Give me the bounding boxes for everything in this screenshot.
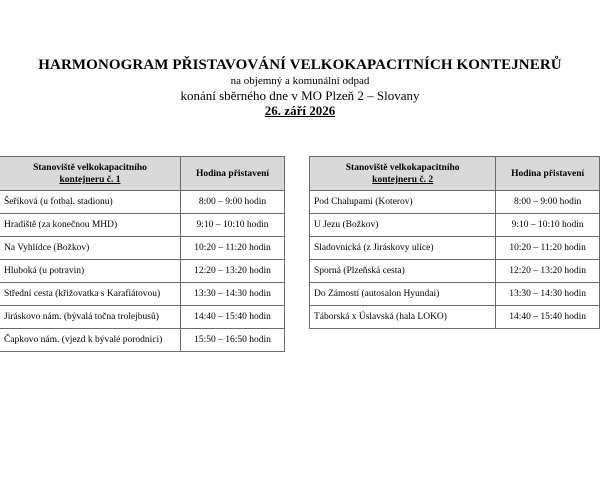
cell-time: 9:10 – 10:10 hodin (181, 214, 285, 237)
table-body (310, 191, 600, 329)
cell-time: 8:00 – 9:00 hodin (181, 191, 285, 214)
cell-place: Do Zámostí (autosalon Hyundai) (310, 283, 496, 306)
table-row (0, 283, 285, 306)
cell-time: 14:40 – 15:40 hodin (181, 306, 285, 329)
cell-time: 15:50 – 16:50 hodin (181, 329, 285, 352)
cell-time: 12:20 – 13:20 hodin (181, 260, 285, 283)
cell-time: 9:10 – 10:10 hodin (496, 214, 600, 237)
cell-place: Jiráskovo nám. (bývalá točna trolejbusů) (0, 306, 181, 329)
column-header-place (310, 157, 496, 191)
column-header-place-line2: kontejneru č. 1 (59, 174, 121, 185)
table-row (0, 237, 285, 260)
cell-time: 10:20 – 11:20 hodin (496, 237, 600, 260)
cell-time: 13:30 – 14:30 hodin (496, 283, 600, 306)
table-row (0, 329, 285, 352)
document-header (0, 56, 600, 119)
table-row (310, 237, 600, 260)
table-row (310, 260, 600, 283)
cell-place: Střední cesta (křižovatka s Karafiátovou) (0, 283, 181, 306)
cell-time: 14:40 – 15:40 hodin (496, 306, 600, 329)
cell-place: Sladovnická (z Jiráskovy ulice) (310, 237, 496, 260)
column-header-place-line1: Stanoviště velkokapacitního (33, 162, 147, 173)
table-row (310, 214, 600, 237)
table-header-row (310, 157, 600, 191)
cell-time: 10:20 – 11:20 hodin (181, 237, 285, 260)
column-header-place-line1: Stanoviště velkokapacitního (345, 162, 460, 173)
cell-place: Čapkovo nám. (vjezd k bývalé porodnici) (0, 329, 181, 352)
table-header-row (0, 157, 285, 191)
document-title: HARMONOGRAM PŘISTAVOVÁNÍ VELKOKAPACITNÍCH KONTEJNERŮ (38, 57, 562, 73)
cell-time: 13:30 – 14:30 hodin (181, 283, 285, 306)
column-header-time: Hodina přistavení (496, 157, 600, 191)
column-header-time: Hodina přistavení (181, 157, 285, 191)
table-row (0, 214, 285, 237)
column-header-place (0, 157, 181, 191)
cell-place: Hluboká (u potravin) (0, 260, 181, 283)
cell-time: 12:20 – 13:20 hodin (496, 260, 600, 283)
document-subtitle: na objemný a komunální odpad (230, 75, 370, 87)
table-row (310, 306, 600, 329)
schedule-table-container-2 (309, 156, 600, 329)
table-row (310, 191, 600, 214)
cell-place: U Jezu (Božkov) (310, 214, 496, 237)
document-location: konání sběrného dne v MO Plzeň 2 – Slovany (180, 88, 420, 103)
cell-place: Šeříková (u fotbal. stadionu) (0, 191, 181, 214)
table-row (0, 306, 285, 329)
table-row (310, 283, 600, 306)
cell-place: Na Vyhlídce (Božkov) (0, 237, 181, 260)
document-date: 26. září 2026 (264, 103, 336, 118)
cell-place: Hradiště (za konečnou MHD) (0, 214, 181, 237)
cell-time: 8:00 – 9:00 hodin (496, 191, 600, 214)
table-body (0, 191, 285, 352)
cell-place: Pod Chalupami (Koterov) (310, 191, 496, 214)
cell-place: Sporná (Plzeňská cesta) (310, 260, 496, 283)
table-row (0, 191, 285, 214)
table-row (0, 260, 285, 283)
cell-place: Táborská x Úslavská (hala LOKO) (310, 306, 496, 329)
schedule-table-container-1 (0, 156, 285, 352)
column-header-place-line2: kontejneru č. 2 (372, 174, 434, 185)
